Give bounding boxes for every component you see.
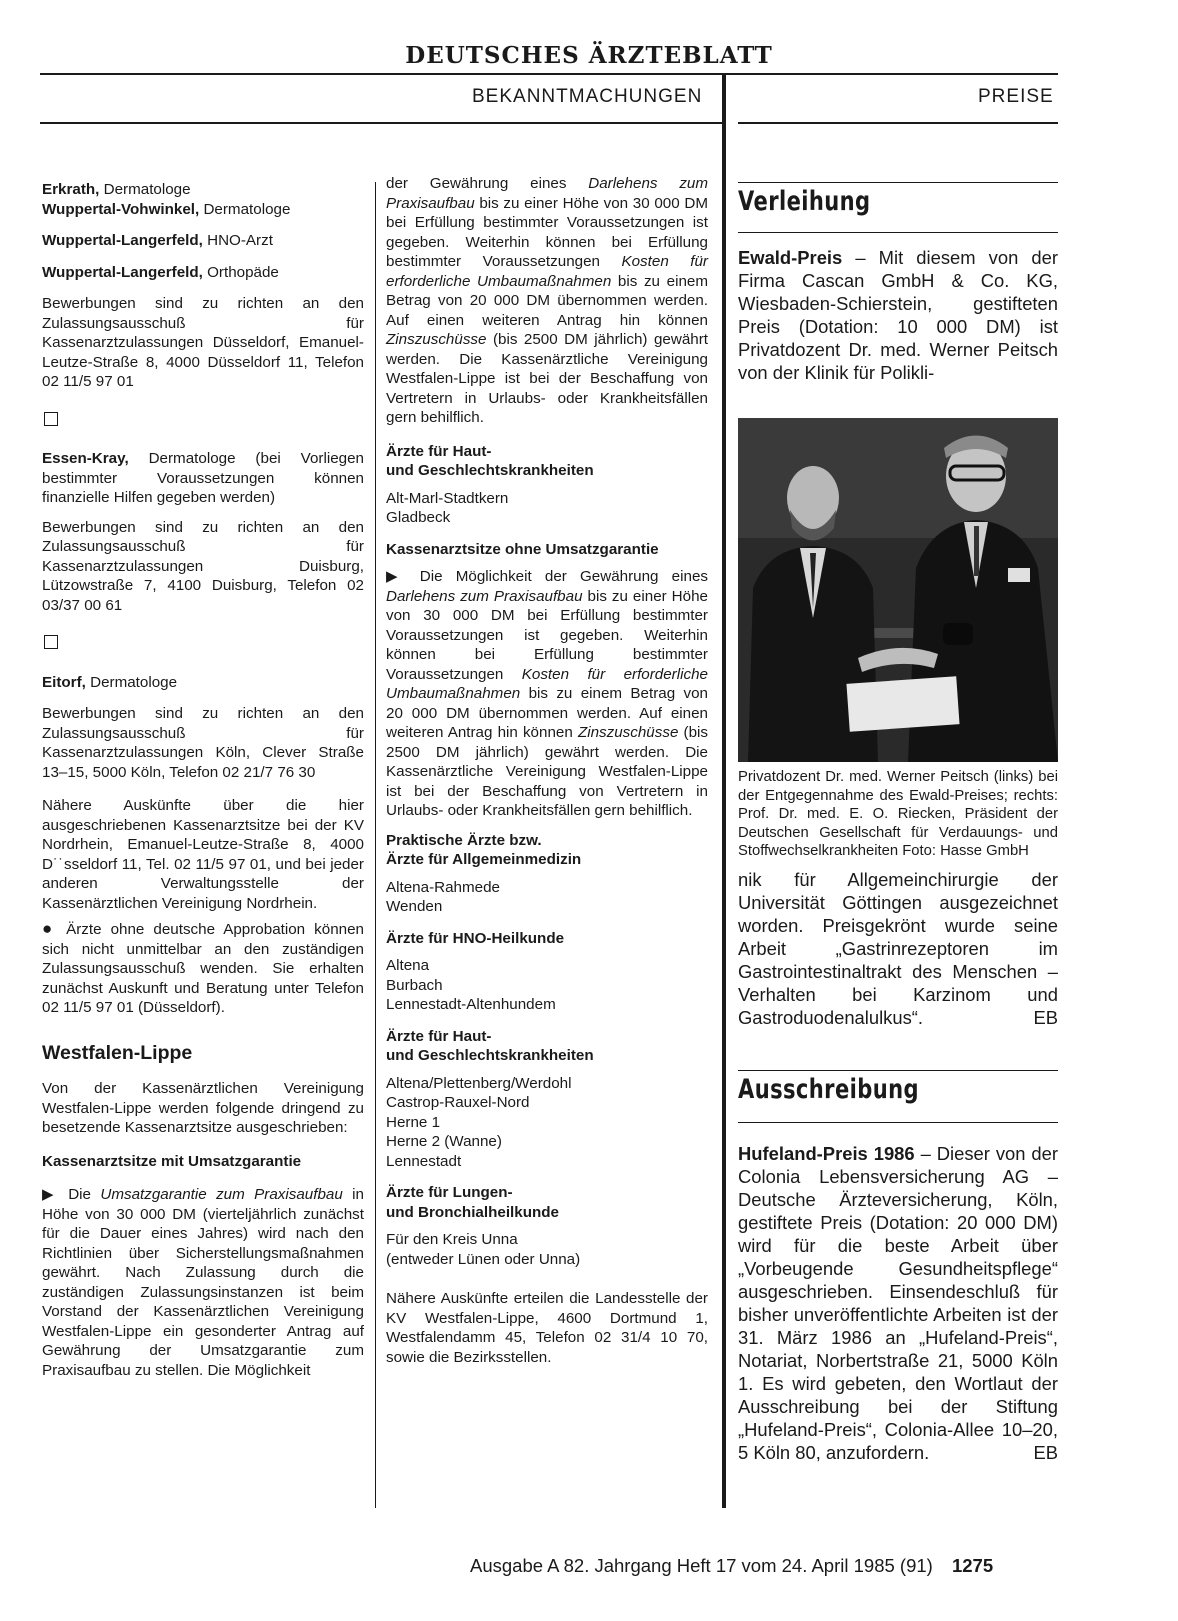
issue-info: Ausgabe A 82. Jahrgang Heft 17 vom 24. April 1985 (91): [470, 1555, 933, 1576]
triangle-bullet-icon: ▶: [386, 568, 407, 585]
info-nordrhein: Nähere Auskünfte über die hier ausgeschriebenen Kassenarztsitze bei der KV Nordrhein, Emanuel-Leutze-Straße 8, 4000 D˙˙sseldorf 11, Tel. 02 11/5 97 01, und bei jeder anderen Verwaltungsstelle der Kassenärztlichen Vereinigung Nordrhein.: [42, 797, 364, 912]
umsatzgarantie-paragraph: ▶ Die Umsatzgarantie zum Praxisaufbau in Höhe von 30 000 DM (vierteljährlich zunächst für die Dauer eines Jahres) wird nach den Richtlinien über Sicherstellungsmaßnahmen gewährt. Nach Zulassung durch die zuständigen Zulassungsinstanzen ist beim Vorstand der Kassenärztlichen Vereinigung Westfalen-Lippe ein gesonderter Antrag auf Gewährung der Umsatzgarantie zum Praxisaufbau zu stellen. Die Möglichkeit: [42, 1186, 364, 1379]
checkbox-square-icon: [44, 412, 58, 426]
verleihung-bottom-rule: [738, 232, 1058, 233]
section-label-preise: PREISE: [978, 86, 1054, 107]
ausschreibung-top-rule: [738, 1070, 1058, 1071]
application-koeln: Bewerbungen sind zu richten an den Zulassungsausschuß für Kassenarztzulassungen Köln, Clever Straße 13–15, 5000 Köln, Telefon 02 21/7 76 30: [42, 705, 364, 781]
places-lungen: Für den Kreis Unna (entweder Lünen oder Unna): [386, 1231, 581, 1268]
subheading-hno: Ärzte für HNO-Heilkunde: [386, 929, 565, 947]
heading-verleihung: Verleihung: [738, 186, 871, 217]
listing-eitorf: Eitorf, Dermatologe: [42, 673, 178, 691]
header-top-rule: [40, 73, 1058, 75]
subheading-ohne-umsatzgarantie: Kassenarztsitze ohne Umsatzgarantie: [386, 540, 659, 558]
header-bottom-rule-left: [40, 122, 722, 124]
region-intro: Von der Kassenärztlichen Vereinigung Westfalen-Lippe werden folgende dringend zu besetzende Kassenarztsitze ausgeschrieben:: [42, 1080, 364, 1136]
note-approbation: ● Ärzte ohne deutsche Approbation können sich nicht unmittelbar an den zuständigen Zulassungsausschuß wenden. Sie erhalten zunächst Auskunft und Beratung unter Telefon 02 11/5 97 01 (Düsseldorf).: [42, 919, 364, 1016]
award-photo: [738, 418, 1058, 762]
listing-wuppertal-vohwinkel: Wuppertal-Vohwinkel, Dermatologe: [42, 200, 291, 218]
signature-eb: EB: [1033, 1442, 1058, 1463]
subheading-haut-1: Ärzte für Haut- und Geschlechtskrankheiten: [386, 442, 594, 479]
triangle-bullet-icon: ▶: [42, 1186, 59, 1203]
ewald-paragraph-cont: nik für Allgemeinchirurgie der Universität Göttingen ausgezeichnet worden. Preisgekrönt wurde seine Arbeit „Gastrinrezeptoren im Gastrointestinaltrakt des Menschen – Verhalten bei Karzinom und Gastroduodenalulkus“. EB: [738, 869, 1058, 1028]
signature-eb: EB: [1033, 1007, 1058, 1028]
photo-caption: Privatdozent Dr. med. Werner Peitsch (links) bei der Entgegennahme des Ewald-Preises; rechts: Prof. Dr. med. E. O. Riecken, Präsident der Deutschen Gesellschaft für Verdauungs- und Stoffwechselkrankheiten Foto: Hasse GmbH: [738, 769, 1058, 859]
places-hno: Altena Burbach Lennestadt-Altenhundem: [386, 957, 556, 1013]
hufeland-paragraph: Hufeland-Preis 1986 – Dieser von der Colonia Lebensversicherung AG – Deutsche Ärzteversicherung, Köln, gestiftete Preis (Dotation: 20 000 DM) wird für die beste Arbeit über „Vorbeugende Gesundheitspflege“ ausgeschrieben. Einsendeschluß für bisher unveröffentlichte Arbeiten ist der 31. März 1986 an „Hufeland-Preis“, Notariat, Norbertstraße 21, 5000 Köln 1. Es wird gebeten, den Wortlaut der Ausschreibung bei der Stiftung „Hufeland-Preis“, Colonia-Allee 10–20, 5 Köln 80, anzufordern. EB: [738, 1143, 1058, 1463]
listing-wuppertal-langerfeld-ortho: Wuppertal-Langerfeld, Orthopäde: [42, 263, 279, 281]
footer: [470, 1555, 993, 1577]
ohne-umsatzgarantie-paragraph: ▶ Die Möglichkeit der Gewährung eines Darlehens zum Praxisaufbau bis zu einer Höhe von 30 000 DM bei Erfüllung bestimmter Voraussetzungen ist gegeben. Weiterhin können bei Erfüllung bestimmter Voraussetzungen Kosten für erforderliche Umbaumaßnahmen bis zu einem Betrag von 20 000 DM übernommen werden. Auf einen weiteren Antrag hin können Zinszuschüsse (bis 2500 DM jährlich) gewährt werden. Die Kassenärztliche Vereinigung Westfalen-Lippe ist bei der Beschaffung von Vertretern in Urlaubs- oder Krankheitsfällen gern behilflich.: [386, 568, 708, 819]
info-westfalen-lippe: Nähere Auskünfte erteilen die Landesstelle der KV Westfalen-Lippe, 4600 Dortmund 1, Westfalendamm 45, Telefon 02 31/4 10 70, sowie die Bezirksstellen.: [386, 1290, 708, 1366]
award-photo-illustration: [738, 418, 1058, 762]
darlehen-paragraph-cont: der Gewährung eines Darlehens zum Praxisaufbau bis zu einer Höhe von 30 000 DM bei Erfüllung bestimmter Voraussetzungen ist gegeben. Weiterhin können bei Erfüllung bestimmter Voraussetzungen Kosten für erforderliche Umbaumaßnahmen bis zu einem Betrag von 20 000 DM übernommen werden. Auf einen weiteren Antrag hin können Zinszuschüsse (bis 2500 DM jährlich) gewährt werden. Die Kassenärztliche Vereinigung Westfalen-Lippe ist bei der Beschaffung von Vertretern in Urlaubs- oder Krankheitsfällen gern behilflich.: [386, 175, 709, 426]
places-haut-2: Altena/Plettenberg/Werdohl Castrop-Rauxel-Nord Herne 1 Herne 2 (Wanne) Lennestadt: [386, 1074, 572, 1170]
subheading-praktische-aerzte: Praktische Ärzte bzw. Ärzte für Allgemeinmedizin: [386, 831, 582, 868]
heading-ausschreibung: Ausschreibung: [738, 1074, 919, 1105]
header-bottom-rule-right: [738, 122, 1058, 124]
column-2: [386, 174, 708, 1377]
listing-erkrath: Erkrath, Dermatologe: [42, 181, 191, 198]
masthead: DEUTSCHES ÄRZTEBLATT: [405, 42, 773, 69]
places-praktische-aerzte: Altena-Rahmede Wenden: [386, 878, 500, 915]
page-number: 1275: [951, 1555, 994, 1576]
column-divider-thin: [375, 182, 376, 1508]
bullet-dot-icon: ●: [42, 919, 58, 938]
column-divider-thick: [722, 73, 726, 1508]
ewald-paragraph: Ewald-Preis – Mit diesem von der Firma Cascan GmbH & Co. KG, Wiesbaden-Schierstein, gestifteten Preis (Dotation: 10 000 DM) ist Privatdozent Dr. med. Werner Peitsch von der Klinik für Polikli-: [738, 247, 1058, 383]
checkbox-square-icon: [44, 635, 58, 649]
subheading-mit-umsatzgarantie: Kassenarztsitze mit Umsatzgarantie: [42, 1152, 302, 1170]
application-duesseldorf: Bewerbungen sind zu richten an den Zulassungsausschuß für Kassenarztzulassungen Düsseldorf, Emanuel-Leutze-Straße 8, 4000 Düsseldorf 11, Telefon 02 11/5 97 01: [42, 295, 364, 390]
subheading-lungen: Ärzte für Lungen- und Bronchialheilkunde: [386, 1184, 559, 1221]
places-haut-1: Alt-Marl-Stadtkern Gladbeck: [386, 489, 509, 526]
listing-wuppertal-langerfeld-hno: Wuppertal-Langerfeld, HNO-Arzt: [42, 232, 273, 249]
section-label-bekanntmachungen: BEKANNTMACHUNGEN: [472, 86, 703, 107]
region-heading-westfalen-lippe: Westfalen-Lippe: [42, 1041, 193, 1064]
application-duisburg: Bewerbungen sind zu richten an den Zulassungsausschuß für Kassenarztzulassungen Duisburg, Lützowstraße 7, 4100 Duisburg, Telefon 02 03/37 00 61: [42, 518, 364, 614]
listing-essen-kray: Essen-Kray, Dermatologe (bei Vorliegen bestimmter Voraussetzungen können finanzielle Hilfen gegeben werden): [42, 450, 364, 506]
ausschreibung-bottom-rule: [738, 1122, 1058, 1123]
column-1: [42, 180, 364, 1390]
subheading-haut-2: Ärzte für Haut- und Geschlechtskrankheiten: [386, 1027, 594, 1064]
verleihung-top-rule: [738, 182, 1058, 183]
